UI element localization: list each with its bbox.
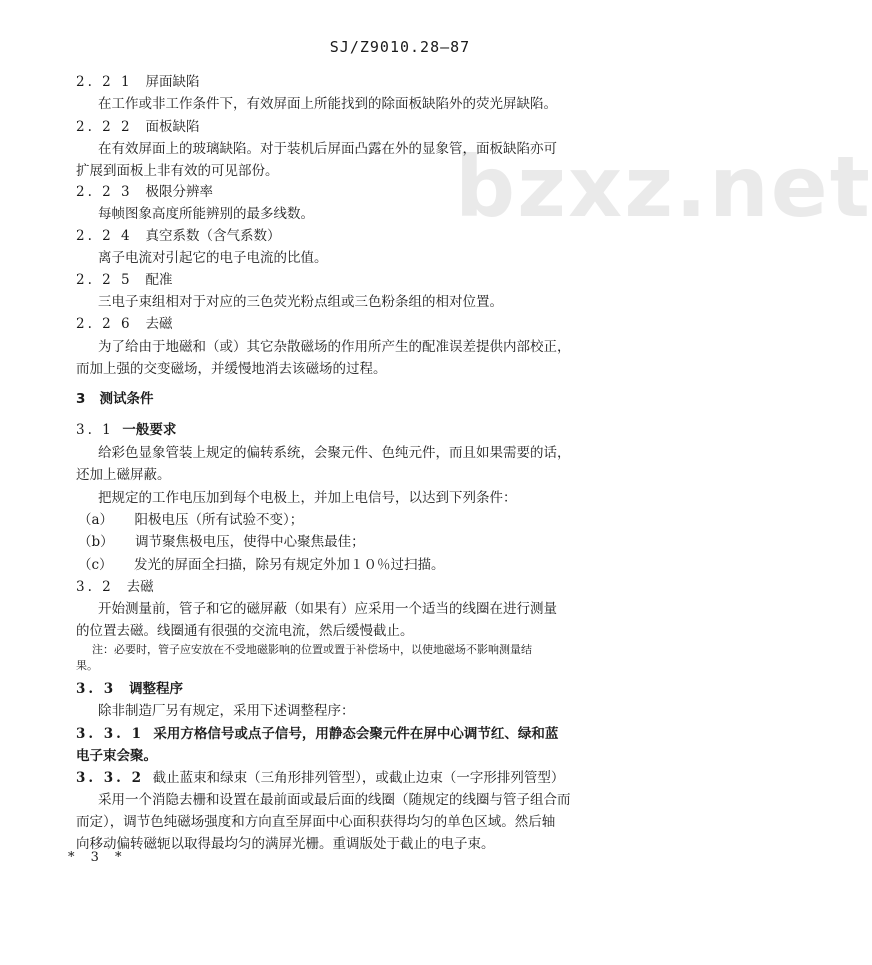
section-3-3-heading xyxy=(76,679,183,699)
section-3-1-para-1b: 还加上磁屏蔽。 xyxy=(76,467,171,483)
section-2-25-text: 三电子束组相对于对应的三色荧光粉点组或三色粉条组的相对位置。 xyxy=(98,294,503,310)
page-number: * 3 * xyxy=(68,850,128,865)
section-number: 3 xyxy=(76,391,86,407)
section-3-heading xyxy=(76,389,154,409)
section-3-2-para-2: 的位置去磁。线圈通有很强的交流电流，然后缓慢截止。 xyxy=(76,623,414,639)
section-number: 3. 3 xyxy=(76,681,117,697)
section-title: 屏面缺陷 xyxy=(145,74,200,90)
section-2-26-heading xyxy=(76,314,173,334)
section-number: 3. 3. 2 xyxy=(76,770,144,786)
section-3-3-2-line-1 xyxy=(76,768,564,788)
section-title: 去磁 xyxy=(145,316,173,332)
section-number: 3. 3. 1 xyxy=(76,726,144,742)
section-number: 2. 2 2 xyxy=(76,119,133,135)
section-title: 测试条件 xyxy=(99,391,154,407)
section-2-26-text-2: 而加上强的交变磁场，并缓慢地消去该磁场的过程。 xyxy=(76,361,387,377)
section-title: 面板缺陷 xyxy=(145,119,200,135)
section-title: 调整程序 xyxy=(129,681,184,697)
section-3-3-2-para-3: 向移动偏转磁轭以取得最均匀的满屏光栅。重调版处于截止的电子束。 xyxy=(76,836,495,852)
list-item-b xyxy=(78,532,365,552)
section-2-24-text: 离子电流对引起它的电子电流的比值。 xyxy=(98,250,328,266)
section-2-21-heading xyxy=(76,72,200,92)
section-title: 极限分辨率 xyxy=(145,184,214,200)
section-3-2-para-1: 开始测量前，管子和它的磁屏蔽（如果有）应采用一个适当的线圈在进行测量 xyxy=(98,601,557,617)
list-label: （a） xyxy=(78,512,114,528)
list-label: （c） xyxy=(78,557,113,573)
section-3-3-2-para-2: 而定），调节色纯磁场强度和方向直至屏面中心面积获得均匀的单色区域。然后轴 xyxy=(76,814,556,830)
section-2-21-text: 在工作或非工作条件下，有效屏面上所能找到的除面板缺陷外的荧光屏缺陷。 xyxy=(98,96,557,112)
list-label: （b） xyxy=(78,534,114,550)
section-2-22-heading xyxy=(76,117,200,137)
section-3-1-heading xyxy=(76,420,176,440)
page-header: SJ/Z9010.28—87 xyxy=(329,38,471,56)
list-text: 调节聚焦极电压，使得中心聚焦最佳； xyxy=(135,534,365,550)
section-3-3-text: 除非制造厂另有规定，采用下述调整程序： xyxy=(98,703,355,719)
section-number: 2. 2 4 xyxy=(76,228,133,244)
section-2-22-text-2: 扩展到面板上非有效的可见部份。 xyxy=(76,163,279,179)
note-line-1: 注：必要时，管子应安放在不受地磁影响的位置或置于补偿场中，以使地磁场不影响测量结 xyxy=(92,643,532,656)
list-text: 发光的屏面全扫描，除另有规定外加１０％过扫描。 xyxy=(134,557,445,573)
section-2-24-heading xyxy=(76,226,281,246)
section-2-23-heading xyxy=(76,182,213,202)
note-line-2: 果。 xyxy=(76,659,98,672)
section-title: 一般要求 xyxy=(122,422,177,438)
section-number: 2. 2 1 xyxy=(76,74,133,90)
watermark: bzxz.net xyxy=(455,138,872,236)
section-2-23-text: 每帧图象高度所能辨别的最多线数。 xyxy=(98,206,314,222)
section-number: 2. 2 3 xyxy=(76,184,133,200)
section-3-3-1-line-1 xyxy=(76,724,558,744)
section-3-3-2-para-1: 采用一个消隐去栅和设置在最前面或最后面的线圈（随规定的线圈与管子组合而 xyxy=(98,792,571,808)
section-3-1-para-1a: 给彩色显象管装上规定的偏转系统，会聚元件、色纯元件，而且如果需要的话， xyxy=(98,445,571,461)
section-title: 去磁 xyxy=(126,579,154,595)
section-title: 真空系数（含气系数） xyxy=(145,228,281,244)
section-3-1-para-2: 把规定的工作电压加到每个电极上，并加上电信号，以达到下列条件： xyxy=(98,490,517,506)
section-number: 3. 2 xyxy=(76,579,114,595)
section-text: 采用方格信号或点子信号，用静态会聚元件在屏中心调节红、绿和蓝 xyxy=(153,726,559,742)
section-number: 3. 1 xyxy=(76,422,114,438)
section-title: 配准 xyxy=(145,272,173,288)
section-2-26-text-1: 为了给由于地磁和（或）其它杂散磁场的作用所产生的配准误差提供内部校正， xyxy=(98,339,571,355)
section-3-2-heading xyxy=(76,577,154,597)
list-item-a xyxy=(78,510,303,530)
section-number: 2. 2 6 xyxy=(76,316,133,332)
section-3-3-1-line-2: 电子束会聚。 xyxy=(76,748,157,764)
section-text: 截止蓝束和绿束（三角形排列管型），或截止边束（一字形排列管型） xyxy=(152,770,565,786)
list-item-c xyxy=(78,555,445,575)
section-2-22-text-1: 在有效屏面上的玻璃缺陷。对于装机后屏面凸露在外的显象管，面板缺陷亦可 xyxy=(98,141,557,157)
section-2-25-heading xyxy=(76,270,173,290)
list-text: 阳极电压（所有试验不变）； xyxy=(134,512,304,528)
section-number: 2. 2 5 xyxy=(76,272,133,288)
